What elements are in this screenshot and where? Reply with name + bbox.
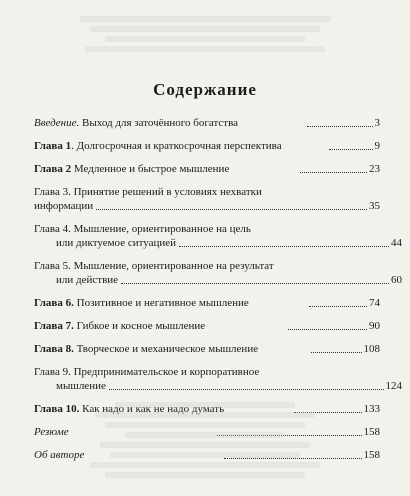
dot-leader	[179, 246, 389, 247]
toc-entry-label: Глава 7.	[34, 320, 74, 332]
toc-entry-title: Принятие решений в условиях нехватки	[73, 186, 262, 198]
toc-entry-page: 60	[391, 274, 402, 286]
show-through-text-top	[60, 12, 350, 56]
toc-entry-label: Глава 9.	[34, 366, 71, 378]
toc-entry-title: Мышление, ориентированное на результат	[73, 260, 274, 272]
toc-entry-page: 3	[374, 117, 380, 129]
toc-entry-title: Творческое и механическое мышление	[76, 343, 259, 355]
toc-entry-label: Глава 5.	[34, 260, 71, 272]
dot-leader	[109, 389, 384, 390]
dot-leader	[329, 149, 373, 150]
toc-entry-page: 44	[391, 237, 402, 249]
toc-entry-label: Резюме	[34, 426, 69, 438]
toc-entry-title: Долгосрочная и краткосрочная перспектива	[76, 140, 282, 152]
toc-entry-title: Как надо и как не надо думать	[82, 403, 225, 415]
toc-entry	[34, 162, 380, 176]
toc-entry	[34, 365, 402, 393]
toc-entry-label: Глава 2	[34, 163, 72, 175]
dot-leader	[300, 172, 367, 173]
toc-entry	[34, 259, 402, 287]
toc-entry-title: Мышление, ориентированное на цель	[73, 223, 251, 235]
toc-entry-title-continued: мышление	[56, 380, 106, 392]
toc-entry-title: Позитивное и негативное мышление	[76, 297, 249, 309]
toc-entry-title: Медленное и быстрое мышление	[73, 163, 230, 175]
toc-entry-page: 124	[385, 380, 402, 392]
toc-entry-title: Предпринимательское и корпоративное	[73, 366, 260, 378]
dot-leader	[288, 329, 367, 330]
toc-entry-page: 158	[363, 449, 381, 461]
toc-entry-page: 35	[369, 200, 380, 212]
toc-entry-label: Глава 8.	[34, 343, 74, 355]
show-through-text-bottom	[60, 398, 350, 482]
dot-leader	[311, 352, 361, 353]
toc-entry-title-continued: или действие	[56, 274, 119, 286]
toc-entry: Глава 1. Долгосрочная и краткосрочная перспектива 9	[34, 140, 380, 152]
toc-entry-page: 23	[369, 163, 381, 175]
toc-entry-label: Глава 10.	[34, 403, 80, 415]
toc-entry-page: 90	[369, 320, 380, 332]
toc-entry-label: Глава 1	[34, 140, 72, 152]
toc-entry-title-continued: или диктуемое ситуацией	[56, 237, 177, 249]
toc-entry	[34, 319, 380, 333]
toc-entry-title: Гибкое и косное мышление	[76, 320, 206, 332]
toc-entry-label: Глава 6.	[34, 297, 74, 309]
toc-entry-page: 74	[369, 297, 380, 309]
toc-entry	[34, 185, 380, 213]
page-title: Содержание	[153, 80, 257, 99]
toc-entry-title: Выход для заточённого богатства	[82, 117, 239, 129]
toc-entry-title-continued: информации	[34, 200, 94, 212]
toc-entry	[34, 296, 380, 310]
toc-entry	[34, 222, 402, 250]
toc-entry	[34, 116, 380, 130]
toc-entry-label: Введение.	[34, 117, 80, 129]
toc-entry-page: 133	[363, 403, 380, 415]
toc-entry-label: Глава 3.	[34, 186, 71, 198]
toc-entry-page: 158	[363, 426, 380, 438]
dot-leader	[309, 306, 367, 307]
dot-leader	[121, 283, 389, 284]
toc-entry-page: 108	[363, 343, 380, 355]
dot-leader	[307, 126, 373, 127]
toc-entry-page: 9	[374, 140, 380, 152]
dot-leader	[96, 209, 367, 210]
toc-entry-label: Об авторе	[34, 449, 85, 461]
toc-entry	[34, 342, 380, 356]
toc-entry-label: Глава 4.	[34, 223, 71, 235]
